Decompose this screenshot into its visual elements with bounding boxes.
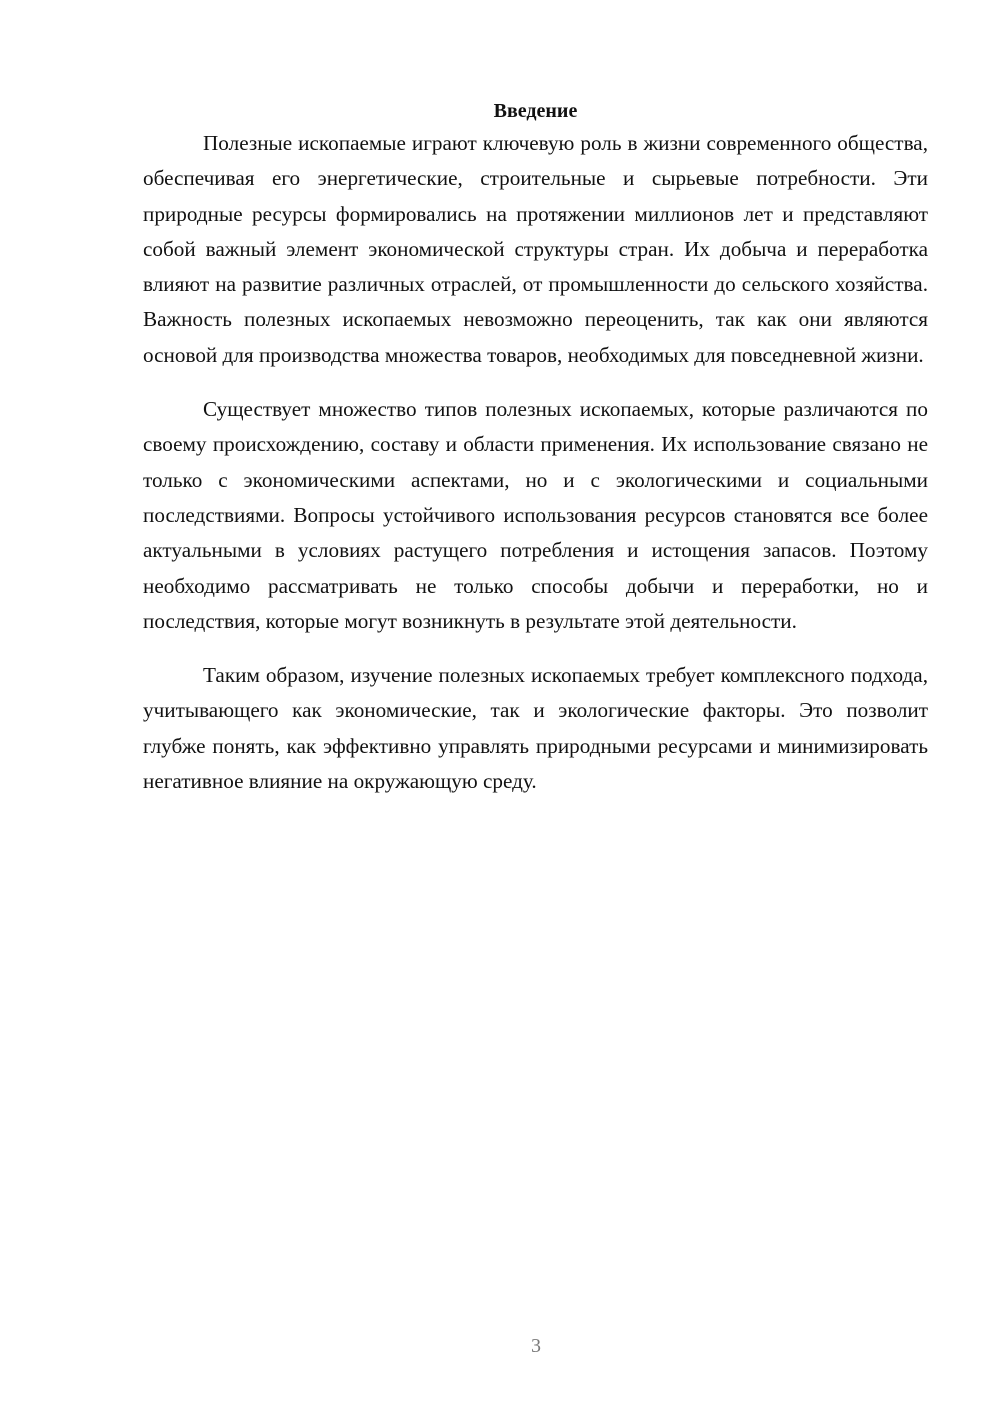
paragraph: Существует множество типов полезных ископаемых, которые различаются по своему происхождению, составу и области применения. Их использование связано не только с экономическими аспектами, но и с экологическими и социальными последствиями. Вопросы устойчивого использования ресурсов становятся все более актуальными в условиях растущего потребления и истощения запасов. Поэтому необходимо рассматривать не только способы добычи и переработки, но и последствия, которые могут возникнуть в результате этой деятельности.: [143, 397, 928, 633]
paragraph: Таким образом, изучение полезных ископаемых требует комплексного подхода, учитывающего как экономические, так и экологические факторы. Это позволит глубже понять, как эффективно управлять природными ресурсами и минимизировать негативное влияние на окружающую среду.: [143, 663, 928, 794]
section-heading: Введение: [493, 100, 578, 122]
paragraph: Полезные ископаемые играют ключевую роль в жизни современного общества, обеспечивая его энергетические, строительные и сырьевые потребности. Эти природные ресурсы формировались на протяжении миллионов лет и представляют собой важный элемент экономической структуры стран. Их добыча и переработка влияют на развитие различных отраслей, от промышленности до сельского хозяйства. Важность полезных ископаемых невозможно переоценить, так как они являются основой для производства множества товаров, необходимых для повседневной жизни.: [143, 131, 928, 367]
page-content: [143, 96, 928, 799]
page-number: 3: [531, 1335, 541, 1357]
